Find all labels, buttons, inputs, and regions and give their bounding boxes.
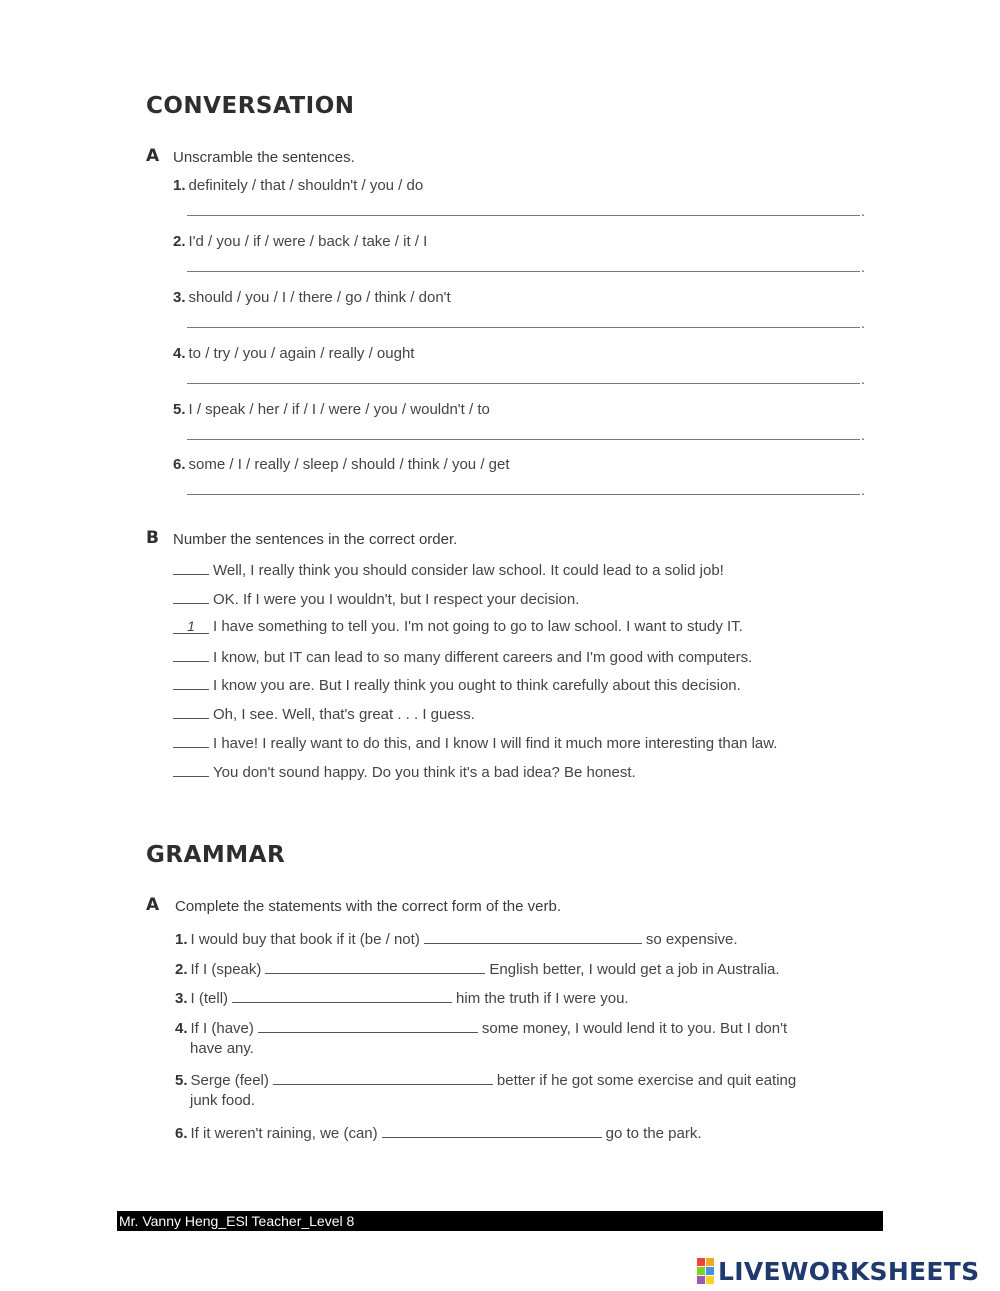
liveworksheets-wordmark: LIVEWORKSHEETS (718, 1256, 980, 1286)
answer-line-2[interactable] (187, 271, 860, 272)
order-item: 1 I have something to tell you. I'm not going to go to law school. I want to study IT. (173, 618, 743, 635)
unscramble-item-2: 2. I'd / you / if / were / back / take / it / I (173, 233, 428, 250)
instruction-unscramble: Unscramble the sentences. (173, 149, 355, 166)
grammar-item-4: 4. If I (have) some money, I would lend it to you. But I don't (175, 1020, 788, 1037)
verb-blank[interactable] (258, 1018, 478, 1033)
grammar-item-5: 5. Serge (feel) better if he got some exercise and quit eating (175, 1072, 797, 1089)
answer-line-1[interactable] (187, 215, 860, 216)
instruction-complete-statements: Complete the statements with the correct form of the verb. (175, 898, 562, 915)
unscramble-item-3: 3. should / you / I / there / go / think / don't (173, 289, 451, 306)
unscramble-item-1: 1. definitely / that / shouldn't / you / do (173, 177, 424, 194)
answer-line-6[interactable] (187, 494, 860, 495)
verb-blank[interactable] (273, 1070, 493, 1085)
grammar-item-1: 1. I would buy that book if it (be / not) so expensive. (175, 931, 738, 948)
liveworksheets-logo (697, 1256, 979, 1286)
verb-blank[interactable] (232, 988, 452, 1003)
order-answer-blank[interactable]: 1 (173, 619, 209, 634)
period-mark: . (861, 203, 865, 219)
period-mark: . (861, 482, 865, 498)
order-answer-blank[interactable] (173, 560, 209, 575)
order-answer-blank[interactable] (173, 762, 209, 777)
order-item: OK. If I were you I wouldn't, but I respect your decision. (173, 589, 579, 608)
unscramble-item-4: 4. to / try / you / again / really / ought (173, 345, 415, 362)
order-item: Well, I really think you should consider law school. It could lead to a solid job! (173, 560, 724, 579)
grammar-item-4-continued: have any. (190, 1040, 254, 1057)
verb-blank[interactable] (265, 959, 485, 974)
verb-blank[interactable] (424, 929, 642, 944)
section-letter-b: B (146, 528, 159, 548)
order-answer-blank[interactable] (173, 647, 209, 662)
unscramble-item-5: 5. I / speak / her / if / I / were / you / wouldn't / to (173, 401, 490, 418)
unscramble-item-6: 6. some / I / really / sleep / should / think / you / get (173, 456, 510, 473)
period-mark: . (861, 371, 865, 387)
order-item: You don't sound happy. Do you think it's a bad idea? Be honest. (173, 762, 636, 781)
period-mark: . (861, 315, 865, 331)
grammar-item-5-continued: junk food. (190, 1092, 256, 1109)
order-item: I know, but IT can lead to so many different careers and I'm good with computers. (173, 647, 752, 666)
period-mark: . (861, 427, 865, 443)
grammar-item-2: 2. If I (speak) English better, I would get a job in Australia. (175, 961, 780, 978)
order-item: I have! I really want to do this, and I know I will find it much more interesting than law. (173, 733, 777, 752)
answer-line-5[interactable] (187, 439, 860, 440)
order-item: I know you are. But I really think you ought to think carefully about this decision. (173, 675, 741, 694)
order-answer-blank[interactable] (173, 704, 209, 719)
instruction-number-order: Number the sentences in the correct order. (173, 531, 458, 548)
answer-line-4[interactable] (187, 383, 860, 384)
grammar-item-6: 6. If it weren't raining, we (can) go to the park. (175, 1125, 702, 1142)
section-letter-a: A (146, 895, 160, 915)
order-answer-blank[interactable] (173, 589, 209, 604)
period-mark: . (861, 259, 865, 275)
liveworksheets-icon (697, 1258, 714, 1284)
order-item: Oh, I see. Well, that's great . . . I guess. (173, 704, 475, 723)
teacher-credit-bar: Mr. Vanny Heng_ESl Teacher_Level 8 (117, 1211, 883, 1231)
verb-blank[interactable] (382, 1123, 602, 1138)
answer-line-3[interactable] (187, 327, 860, 328)
conversation-title: CONVERSATION (146, 93, 355, 119)
section-letter-a: A (146, 146, 160, 166)
grammar-item-3: 3. I (tell) him the truth if I were you. (175, 990, 629, 1007)
order-answer-blank[interactable] (173, 733, 209, 748)
order-answer-blank[interactable] (173, 675, 209, 690)
grammar-title: GRAMMAR (146, 842, 286, 868)
